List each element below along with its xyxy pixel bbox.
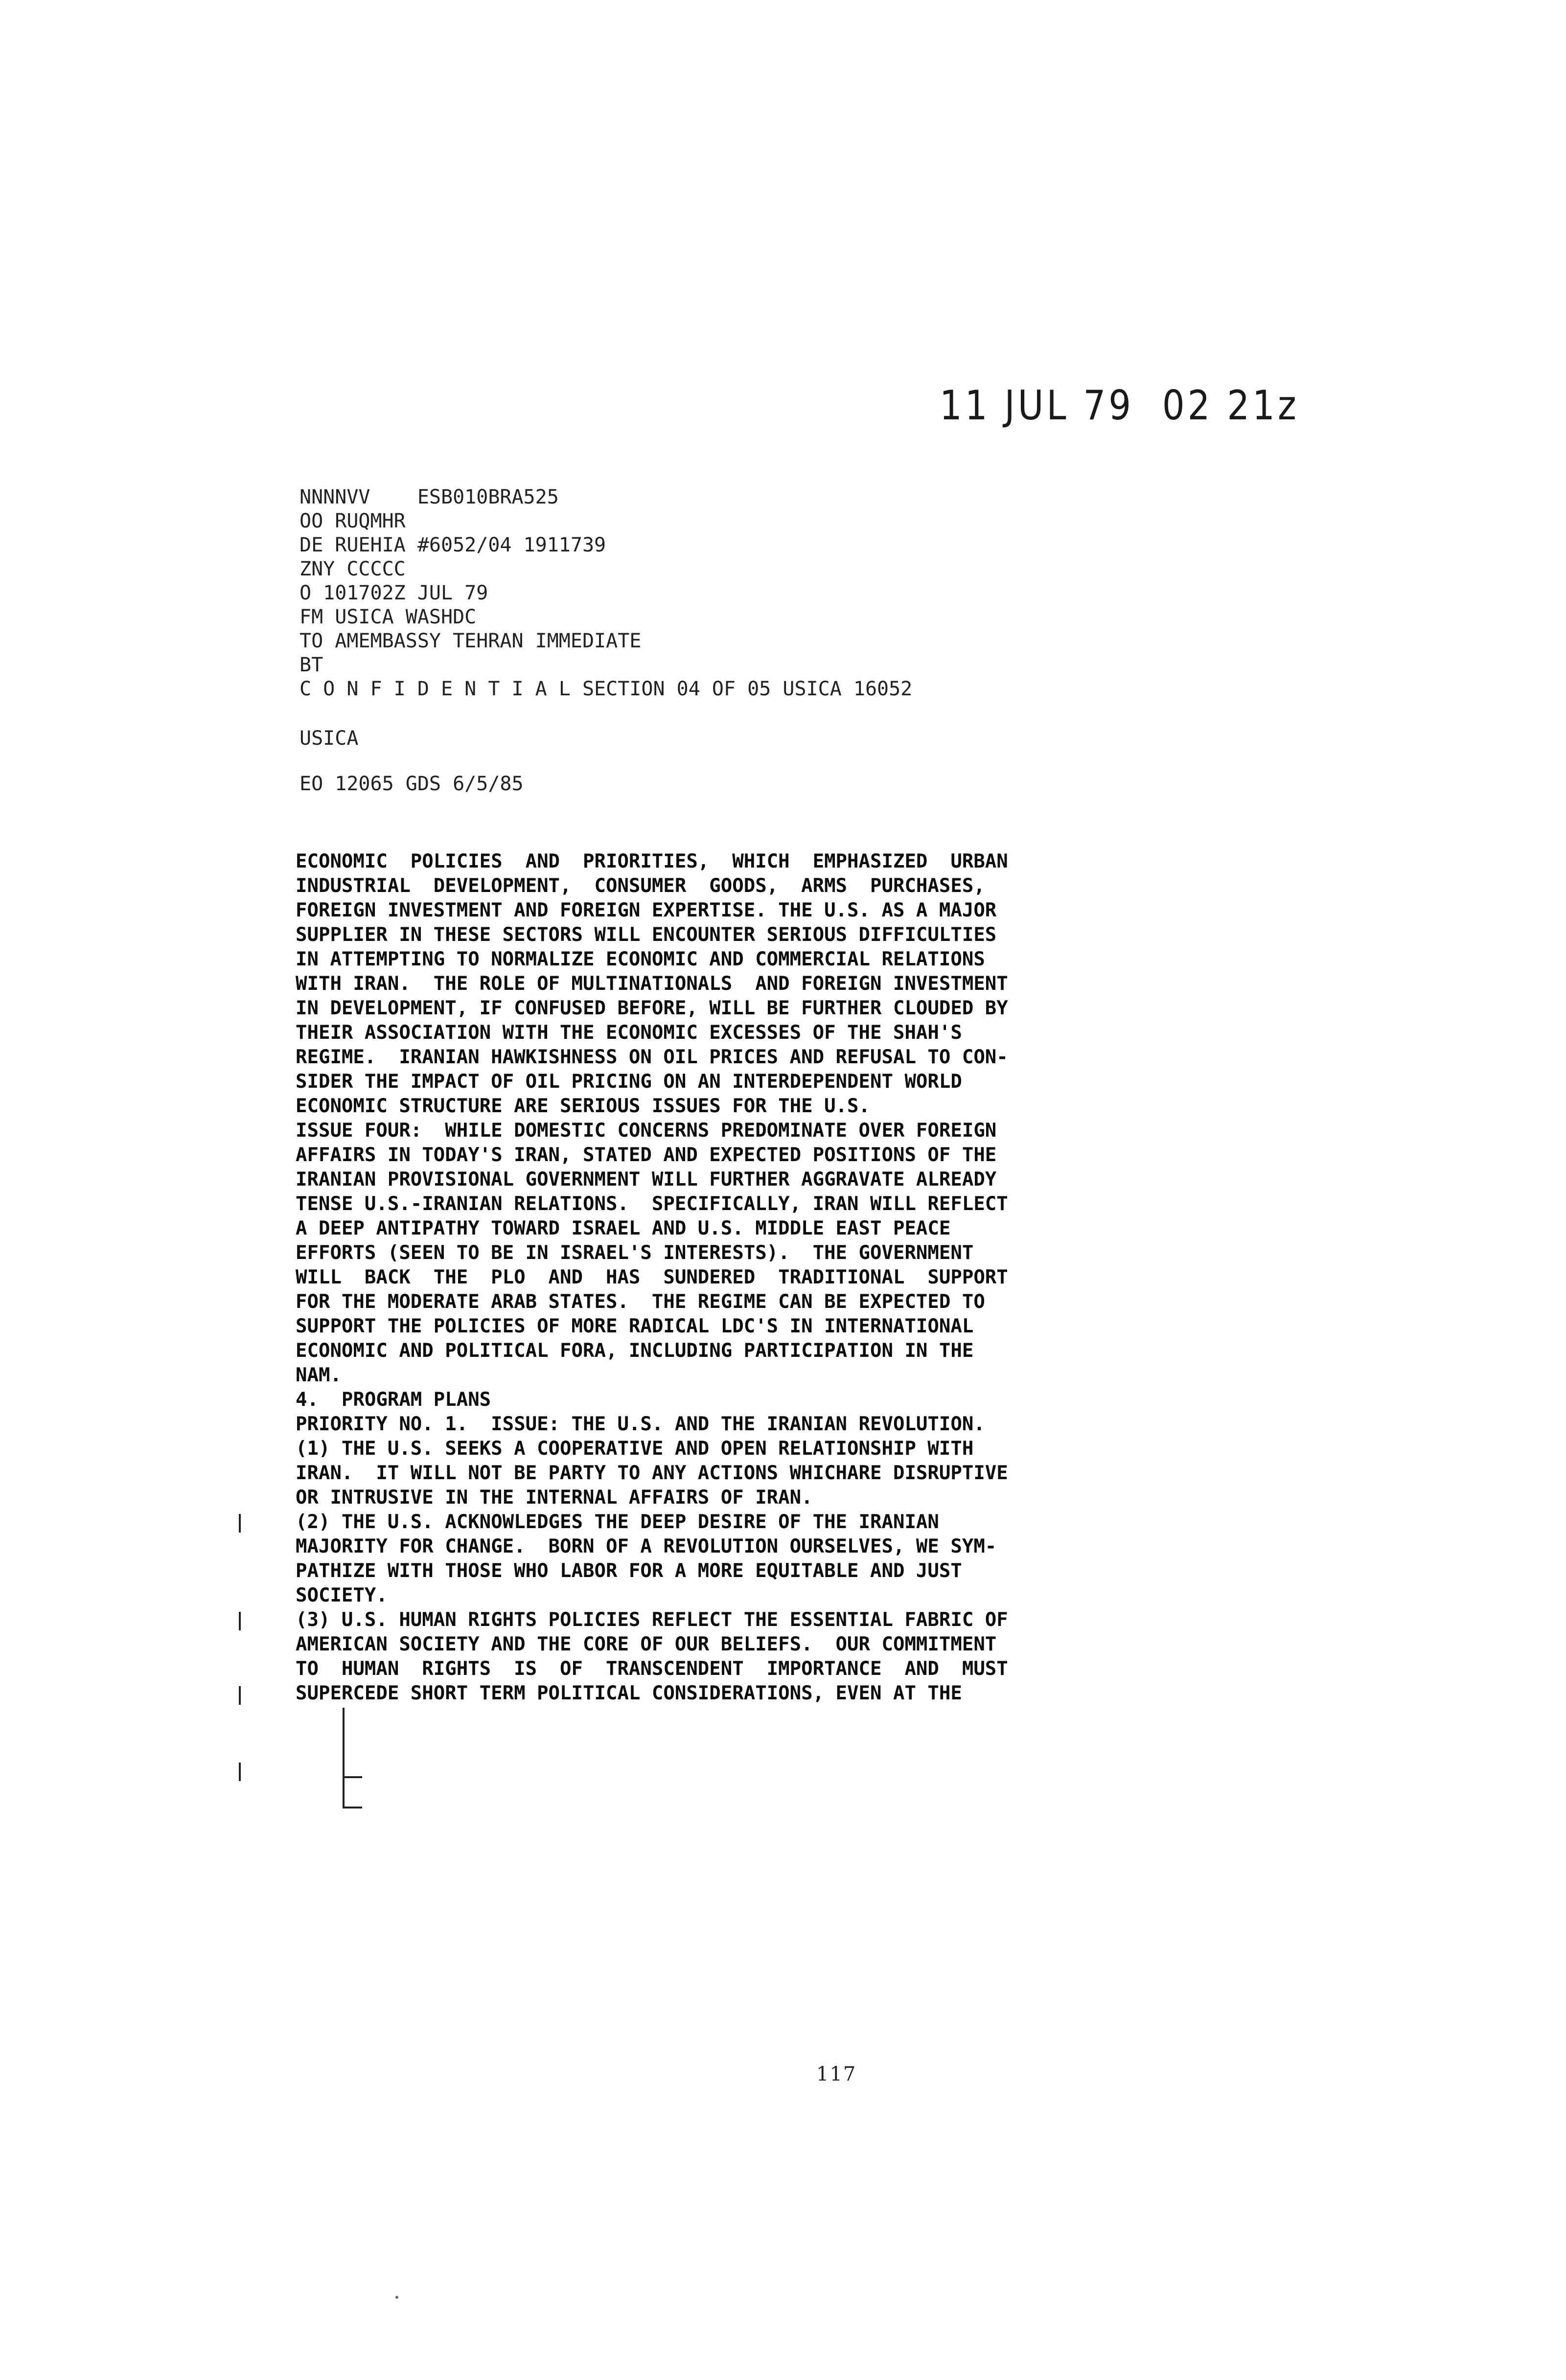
header-line: ZNY CCCCC [299, 558, 406, 580]
handwritten-bracket-mark [343, 1708, 362, 1808]
body-line: TO HUMAN RIGHTS IS OF TRANSCENDENT IMPORTANCE AND MUST [296, 1658, 1008, 1680]
body-line: ISSUE FOUR: WHILE DOMESTIC CONCERNS PREDOMINATE OVER FOREIGN [296, 1120, 997, 1142]
body-line: SOCIETY. [296, 1584, 388, 1606]
body-line: AMERICAN SOCIETY AND THE CORE OF OUR BELIEFS. OUR COMMITMENT [296, 1633, 997, 1655]
body-line: AFFAIRS IN TODAY'S IRAN, STATED AND EXPECTED POSITIONS OF THE [296, 1144, 997, 1166]
body-line: A DEEP ANTIPATHY TOWARD ISRAEL AND U.S. MIDDLE EAST PEACE [296, 1217, 951, 1239]
body-line: FOR THE MODERATE ARAB STATES. THE REGIME CAN BE EXPECTED TO [296, 1291, 985, 1313]
header-line: BT [299, 654, 323, 676]
handwritten-bracket-mark [343, 1776, 362, 1778]
classification-line: C O N F I D E N T I A L SECTION 04 OF 05 USICA 16052 [299, 678, 913, 700]
eo-line: EO 12065 GDS 6/5/85 [299, 773, 524, 795]
page-number: 117 [816, 2063, 857, 2085]
date-time-stamp: 11 JUL 79 02 21z [940, 382, 1299, 429]
header-line: NNNNVV ESB010BRA525 [299, 486, 559, 508]
body-line: REGIME. IRANIAN HAWKISHNESS ON OIL PRICES AND REFUSAL TO CON- [296, 1046, 1008, 1068]
body-line: NAM. [296, 1364, 342, 1386]
margin-bar [239, 1514, 241, 1533]
body-line: SUPERCEDE SHORT TERM POLITICAL CONSIDERATIONS, EVEN AT THE [296, 1682, 962, 1704]
scan-speck [395, 2296, 398, 2299]
body-line: FOREIGN INVESTMENT AND FOREIGN EXPERTISE. THE U.S. AS A MAJOR [296, 899, 997, 921]
header-line: O 101702Z JUL 79 [299, 582, 488, 604]
cable-header [299, 485, 1327, 796]
margin-bar [239, 1686, 241, 1705]
priority-line: PRIORITY NO. 1. ISSUE: THE U.S. AND THE IRANIAN REVOLUTION. [296, 1413, 985, 1435]
header-line: TO AMEMBASSY TEHRAN IMMEDIATE [299, 630, 642, 652]
body-line: WILL BACK THE PLO AND HAS SUNDERED TRADITIONAL SUPPORT [296, 1266, 1008, 1288]
cable-body [296, 849, 1274, 1706]
body-line: PATHIZE WITH THOSE WHO LABOR FOR A MORE EQUITABLE AND JUST [296, 1560, 962, 1582]
margin-bar [239, 1612, 241, 1630]
header-line: OO RUQMHR [299, 510, 406, 532]
body-line: IN ATTEMPTING TO NORMALIZE ECONOMIC AND COMMERCIAL RELATIONS [296, 948, 985, 970]
body-line: ECONOMIC STRUCTURE ARE SERIOUS ISSUES FOR THE U.S. [296, 1095, 870, 1117]
office-line: USICA [299, 727, 359, 750]
body-line: TENSE U.S.-IRANIAN RELATIONS. SPECIFICALLY, IRAN WILL REFLECT [296, 1193, 1008, 1215]
header-line: FM USICA WASHDC [299, 606, 477, 628]
spacer [299, 701, 1327, 727]
body-line: SIDER THE IMPACT OF OIL PRICING ON AN INTERDEPENDENT WORLD [296, 1071, 962, 1093]
margin-change-bars [239, 0, 253, 2380]
section-heading: 4. PROGRAM PLANS [296, 1389, 491, 1411]
body-line: INDUSTRIAL DEVELOPMENT, CONSUMER GOODS, ARMS PURCHASES, [296, 875, 985, 897]
body-line: SUPPORT THE POLICIES OF MORE RADICAL LDC'S IN INTERNATIONAL [296, 1315, 974, 1337]
body-line: (1) THE U.S. SEEKS A COOPERATIVE AND OPEN RELATIONSHIP WITH [296, 1438, 974, 1460]
header-line: DE RUEHIA #6052/04 1911739 [299, 534, 606, 556]
margin-bar [239, 1762, 241, 1781]
body-line: MAJORITY FOR CHANGE. BORN OF A REVOLUTION OURSELVES, WE SYM- [296, 1535, 997, 1557]
body-line: IRAN. IT WILL NOT BE PARTY TO ANY ACTIONS WHICHARE DISRUPTIVE [296, 1462, 1008, 1484]
spacer [299, 751, 1327, 772]
body-line: SUPPLIER IN THESE SECTORS WILL ENCOUNTER SERIOUS DIFFICULTIES [296, 924, 997, 946]
body-line: IRANIAN PROVISIONAL GOVERNMENT WILL FURTHER AGGRAVATE ALREADY [296, 1168, 997, 1190]
body-line: ECONOMIC POLICIES AND PRIORITIES, WHICH EMPHASIZED URBAN [296, 850, 1008, 872]
body-line: ECONOMIC AND POLITICAL FORA, INCLUDING PARTICIPATION IN THE [296, 1340, 974, 1362]
body-line: (2) THE U.S. ACKNOWLEDGES THE DEEP DESIRE OF THE IRANIAN [296, 1511, 939, 1533]
body-line: EFFORTS (SEEN TO BE IN ISRAEL'S INTERESTS). THE GOVERNMENT [296, 1242, 974, 1264]
body-line: IN DEVELOPMENT, IF CONFUSED BEFORE, WILL BE FURTHER CLOUDED BY [296, 997, 1008, 1019]
body-line: (3) U.S. HUMAN RIGHTS POLICIES REFLECT THE ESSENTIAL FABRIC OF [296, 1609, 1008, 1631]
body-line: WITH IRAN. THE ROLE OF MULTINATIONALS AND FOREIGN INVESTMENT [296, 973, 1008, 995]
body-line: OR INTRUSIVE IN THE INTERNAL AFFAIRS OF IRAN. [296, 1487, 813, 1509]
body-line: THEIR ASSOCIATION WITH THE ECONOMIC EXCESSES OF THE SHAH'S [296, 1022, 962, 1044]
